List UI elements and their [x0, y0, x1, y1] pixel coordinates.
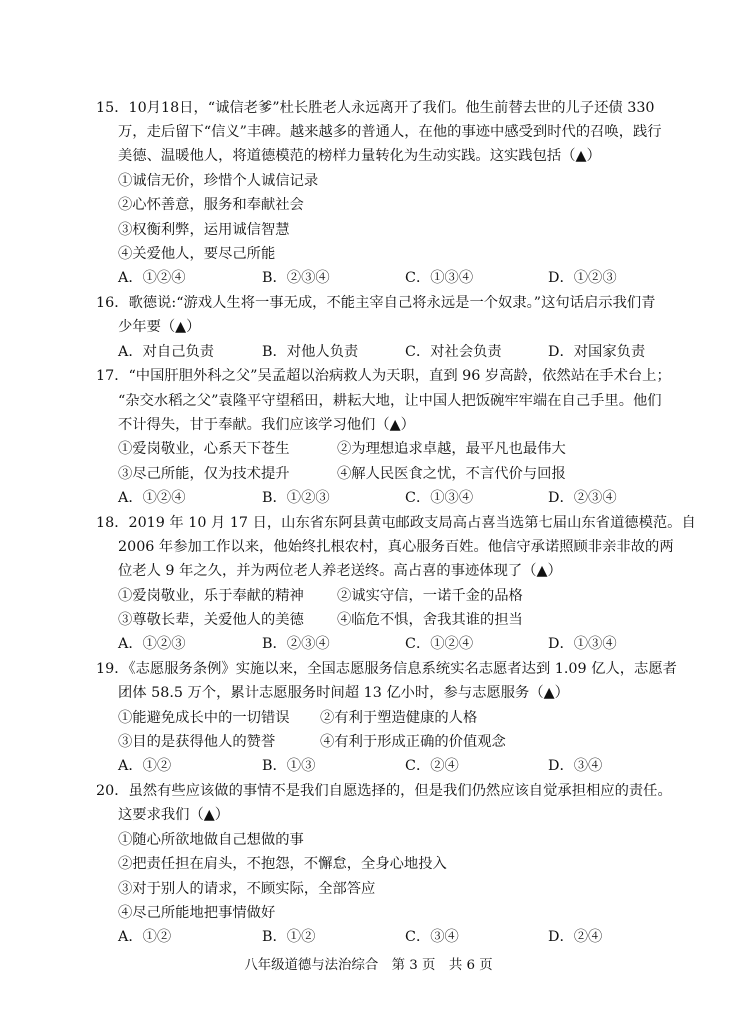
choice-c: C．①③④: [405, 490, 474, 506]
choice-a: A．①②④: [118, 270, 186, 286]
statement-option: ④有利于形成正确的价值观念: [320, 734, 506, 750]
question-stem-line: 19．《志愿服务条例》实施以来，全国志愿服务信息系统实名志愿者达到 1.09 亿人，志愿者: [96, 661, 677, 677]
choice-d: D．①③④: [548, 636, 617, 652]
choice-b: B．①③: [262, 758, 316, 774]
choice-d: D．③④: [548, 758, 603, 774]
question-stem-line: 这要求我们（▲）: [118, 807, 230, 823]
statement-option: ②心怀善意，服务和奉献社会: [118, 197, 304, 213]
choice-c: C．对社会负责: [405, 344, 502, 360]
statement-option: ④解人民医食之忧，不言代价与回报: [337, 466, 566, 482]
question-stem-line: 万，走后留下“信义”丰碑。越来越多的普通人，在他的事迹中感受到时代的召唤，践行: [118, 124, 662, 140]
statement-option: ②诚实守信，一诺千金的品格: [337, 588, 523, 604]
choice-a: A．①②④: [118, 490, 186, 506]
statement-option: ③目的是获得他人的赞誉: [118, 734, 276, 750]
page-footer: 八年级道德与法治综合 第 3 页 共 6 页: [244, 958, 493, 973]
choice-d: D．①②③: [548, 270, 617, 286]
statement-option: ②有利于塑造健康的人格: [320, 710, 478, 726]
question-stem-line: 15．10月18日，“诚信老爹”杜长胜老人永远离开了我们。他生前替去世的儿子还债 330: [96, 100, 655, 116]
choice-c: C．③④: [405, 929, 459, 945]
question-stem-line: 17．“中国肝胆外科之父”吴孟超以治病救人为天职，直到 96 岁高龄，依然站在手术台上；: [96, 368, 671, 384]
statement-option: ④临危不惧，舍我其谁的担当: [337, 612, 523, 628]
choice-b: B．①②: [262, 929, 316, 945]
choice-c: C．②④: [405, 758, 459, 774]
choice-b: B．对他人负责: [262, 344, 359, 360]
choice-b: B．①②③: [262, 490, 330, 506]
question-stem-line: 不计得失，甘于奉献。我们应该学习他们（▲）: [118, 417, 415, 433]
statement-option: ③尽己所能，仅为技术提升: [118, 466, 290, 482]
question-stem-line: 位老人 9 年之久，并为两位老人养老送终。高占喜的事迹体现了（▲）: [118, 563, 562, 579]
statement-option: ①能避免成长中的一切错误: [118, 710, 290, 726]
statement-option: ①爱岗敬业，乐于奉献的精神: [118, 588, 304, 604]
statement-option: ②把责任担在肩头，不抱怨，不懈怠，全身心地投入: [118, 856, 447, 872]
question-stem-line: 18．2019 年 10 月 17 日，山东省东阿县黄屯邮政支局高占喜当选第七届山东省道德模范。自: [96, 515, 696, 531]
choice-b: B．②③④: [262, 636, 330, 652]
question-stem-line: 20．虽然有些应该做的事情不是我们自愿选择的，但是我们仍然应该自觉承担相应的责任。: [96, 783, 672, 799]
question-stem-line: 16．歌德说:“游戏人生将一事无成，不能主宰自己将永远是一个奴隶。”这句话启示我们青: [96, 295, 656, 311]
choice-a: A．①②: [118, 758, 172, 774]
choice-c: C．①③④: [405, 270, 474, 286]
statement-option: ①爱岗敬业，心系天下苍生: [118, 441, 290, 457]
question-stem-line: 美德、温暖他人，将道德模范的榜样力量转化为生动实践。这实践包括（▲）: [118, 148, 601, 164]
choice-b: B．②③④: [262, 270, 330, 286]
question-stem-line: 2006 年参加工作以来，他始终扎根农村，真心服务百姓。他信守承诺照顾非亲非故的两: [118, 539, 674, 555]
statement-option: ④尽己所能地把事情做好: [118, 905, 276, 921]
statement-option: ①诚信无价，珍惜个人诚信记录: [118, 173, 319, 189]
choice-d: D．②③④: [548, 490, 617, 506]
choice-a: A．对自己负责: [118, 344, 215, 360]
choice-a: A．①②: [118, 929, 172, 945]
choice-d: D．②④: [548, 929, 603, 945]
statement-option: ③权衡利弊，运用诚信智慧: [118, 222, 290, 238]
statement-option: ③尊敬长辈，关爱他人的美德: [118, 612, 304, 628]
question-stem-line: “杂交水稻之父”袁隆平守望稻田，耕耘大地，让中国人把饭碗牢牢端在自己手里。他们: [118, 393, 662, 409]
statement-option: ③对于别人的请求，不顾实际，全部答应: [118, 881, 376, 897]
statement-option: ②为理想追求卓越，最平凡也最伟大: [337, 441, 566, 457]
statement-option: ④关爱他人，要尽己所能: [118, 246, 276, 262]
question-stem-line: 少年要（▲）: [118, 319, 201, 335]
choice-a: A．①②③: [118, 636, 186, 652]
choice-c: C．①②④: [405, 636, 474, 652]
statement-option: ①随心所欲地做自己想做的事: [118, 832, 304, 848]
question-stem-line: 团体 58.5 万个，累计志愿服务时间超 13 亿小时，参与志愿服务（▲）: [118, 685, 569, 701]
choice-d: D．对国家负责: [548, 344, 646, 360]
